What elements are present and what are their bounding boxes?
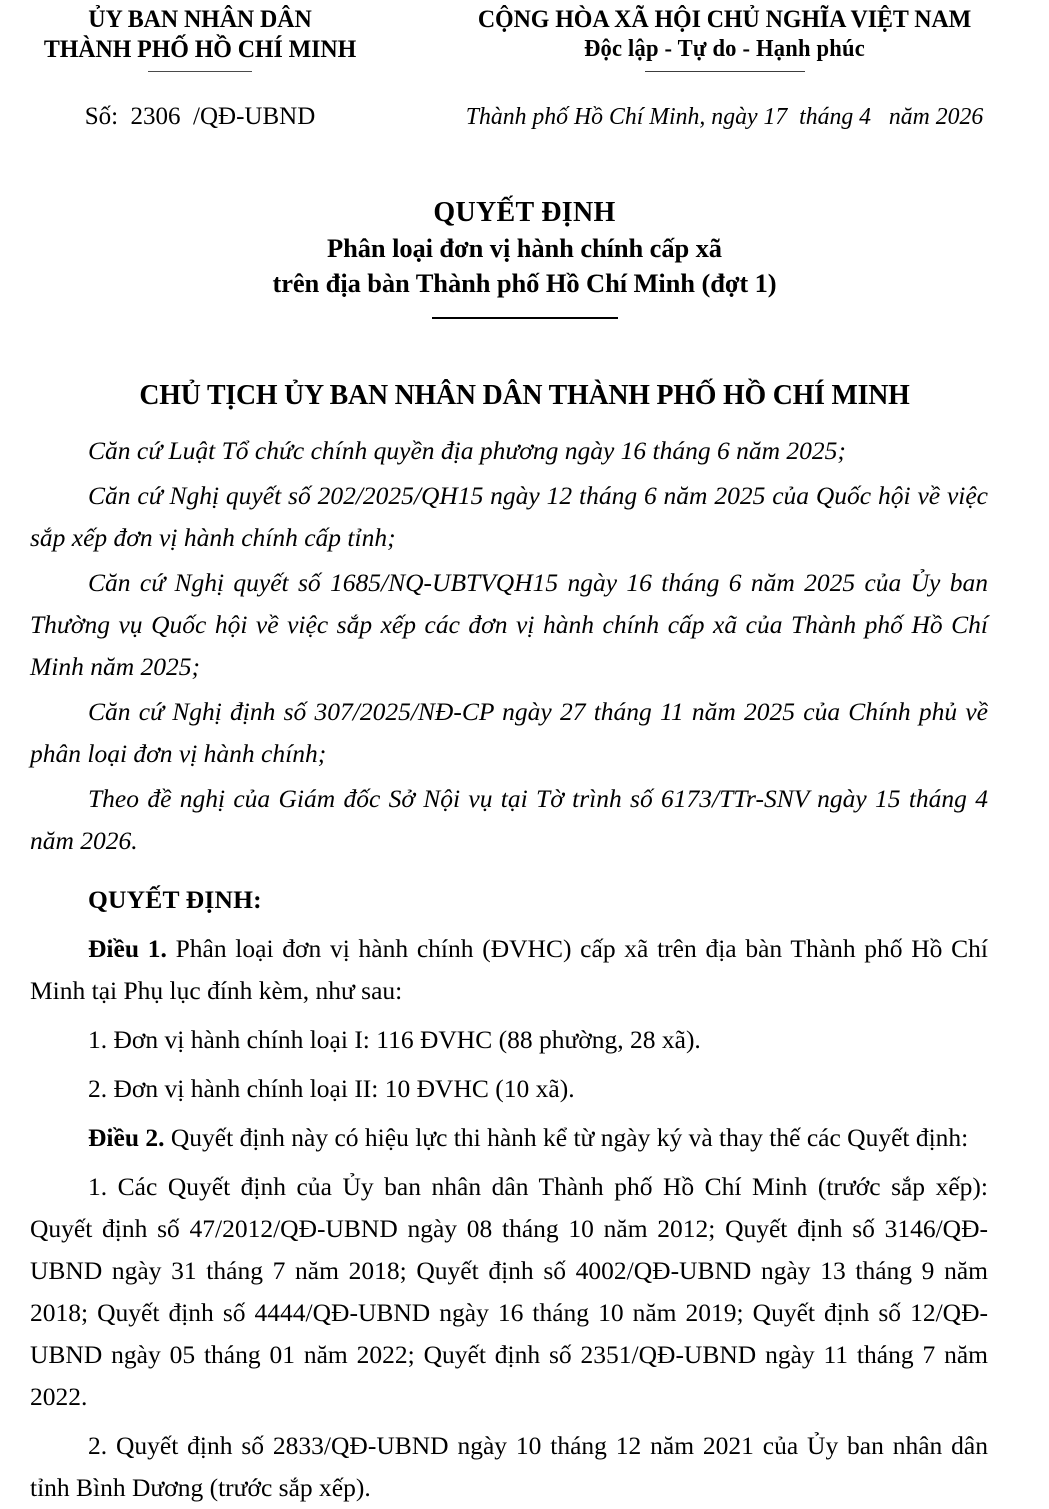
document-body — [30, 430, 988, 1509]
document-subtitle-line-1: Phân loại đơn vị hành chính cấp xã — [327, 233, 722, 263]
preamble-paragraph-1: Căn cứ Luật Tổ chức chính quyền địa phương ngày 16 tháng 6 năm 2025; — [88, 436, 846, 465]
nation-motto: Độc lập - Tự do - Hạnh phúc — [584, 36, 865, 62]
title-underline-rule — [432, 317, 618, 319]
article-1-item-2: 2. Đơn vị hành chính loại II: 10 ĐVHC (10 xã). — [88, 1073, 575, 1103]
document-subtitle-line-2: trên địa bàn Thành phố Hồ Chí Minh (đợt 1) — [272, 268, 777, 298]
preamble-paragraph-3: Căn cứ Nghị quyết số 1685/NQ-UBTVQH15 ngày 16 tháng 6 năm 2025 của Ủy ban Thường vụ Quốc hội về việc sắp xếp các đơn vị hành chính cấp xã của Thành phố Hồ Chí Minh năm 2025; — [30, 568, 988, 681]
article-2-paragraph — [30, 1117, 988, 1159]
spacer-before-decision-heading — [30, 865, 988, 879]
spacer-article-1-item-1 — [30, 1061, 988, 1068]
document-number: Số: 2306 /QĐ-UBND — [84, 103, 316, 130]
issuer-line-1: ỦY BAN NHÂN DÂN — [88, 4, 312, 33]
issuer-line-2: THÀNH PHỐ HỒ CHÍ MINH — [43, 34, 357, 63]
spacer-article-2 — [30, 1159, 988, 1166]
issuer-rule-wrapper — [0, 71, 400, 72]
preamble-paragraph-4: Căn cứ Nghị định số 307/2025/NĐ-CP ngày 27 tháng 11 năm 2025 của Chính phủ về phân loại đơn vị hành chính; — [30, 697, 988, 769]
title-rule-wrapper — [0, 317, 1049, 319]
preamble-paragraph-2: Căn cứ Nghị quyết số 202/2025/QH15 ngày 12 tháng 6 năm 2025 của Quốc hội về việc sắp xếp đơn vị hành chính cấp tỉnh; — [30, 481, 988, 553]
issuer-underline-rule — [148, 71, 252, 72]
article-2-item-2: 2. Quyết định số 2833/QĐ-UBND ngày 10 tháng 12 năm 2021 của Ủy ban nhân dân tỉnh Bình Dương (trước sắp xếp). — [30, 1430, 988, 1502]
spacer-article-2-item-1 — [30, 1418, 988, 1425]
article-2-label: Điều 2. — [88, 1122, 165, 1152]
article-1-paragraph — [30, 928, 988, 1012]
article-1-label: Điều 1. — [88, 933, 167, 963]
spacer-article-1 — [30, 1012, 988, 1019]
article-2-text: Quyết định này có hiệu lực thi hành kể từ ngày ký và thay thế các Quyết định: — [164, 1122, 969, 1152]
national-heading-block — [400, 4, 1049, 72]
spacer-before-article-2 — [30, 1110, 988, 1117]
decision-heading: QUYẾT ĐỊNH: — [88, 885, 262, 915]
number-and-date-row — [0, 103, 1049, 131]
spacer-after-decision-heading — [30, 921, 988, 928]
nation-rule-wrapper — [400, 71, 1049, 72]
nation-underline-rule — [645, 71, 805, 72]
nation-line-1: CỘNG HÒA XÃ HỘI CHỦ NGHĨA VIỆT NAM — [477, 4, 972, 33]
issuing-officer-heading: CHỦ TỊCH ỦY BAN NHÂN DÂN THÀNH PHỐ HỒ CHÍ MINH — [139, 379, 910, 411]
article-2-item-1: 1. Các Quyết định của Ủy ban nhân dân Thành phố Hồ Chí Minh (trước sắp xếp): Quyết định số 47/2012/QĐ-UBND ngày 08 tháng 10 năm 2012; Quyết định số 3146/QĐ-UBND ngày 31 tháng 7 năm 2018; Quyết định số 4002/QĐ-UBND ngày 13 tháng 9 năm 2018; Quyết định số 4444/QĐ-UBND ngày 16 tháng 10 năm 2019; Quyết định số 12/QĐ-UBND ngày 05 tháng 01 năm 2022; Quyết định số 2351/QĐ-UBND ngày 11 tháng 7 năm 2022. — [30, 1171, 988, 1411]
article-1-item-1: 1. Đơn vị hành chính loại I: 116 ĐVHC (88 phường, 28 xã). — [88, 1024, 701, 1054]
document-header — [0, 4, 1049, 72]
article-1-text: Phân loại đơn vị hành chính (ĐVHC) cấp xã trên địa bàn Thành phố Hồ Chí Minh tại Phụ lục đính kèm, như sau: — [30, 933, 989, 1005]
title-block — [0, 194, 1049, 319]
document-title: QUYẾT ĐỊNH — [433, 197, 616, 228]
place-and-date: Thành phố Hồ Chí Minh, ngày 17 tháng 4 năm 2026 — [465, 103, 984, 130]
preamble-paragraph-5: Theo đề nghị của Giám đốc Sở Nội vụ tại Tờ trình số 6173/TTr-SNV ngày 15 tháng 4 năm 2026. — [30, 784, 988, 856]
issuing-authority-block — [0, 4, 400, 72]
